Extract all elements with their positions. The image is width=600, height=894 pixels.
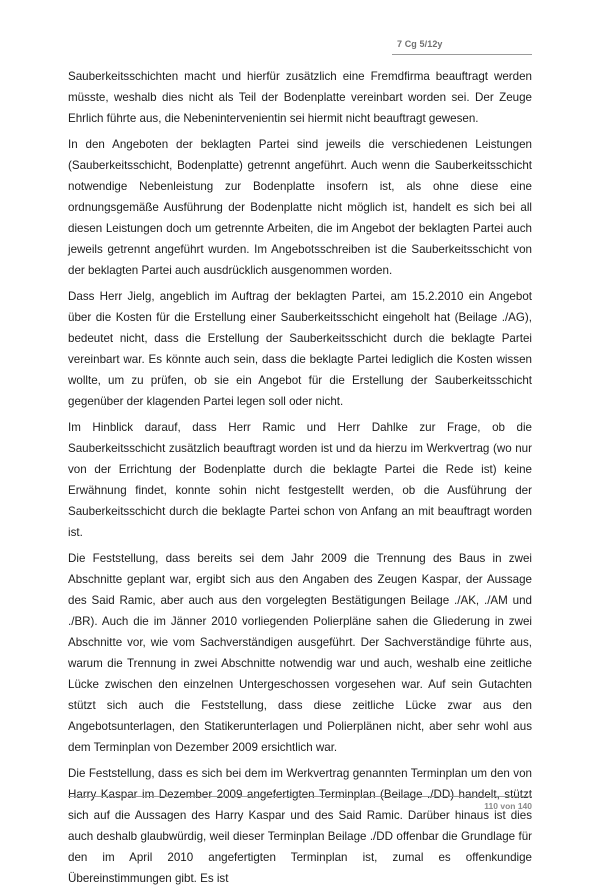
page-number: 110 von 140: [484, 801, 532, 811]
document-body: [68, 66, 532, 894]
paragraph: Im Hinblick darauf, dass Herr Ramic und Herr Dahlke zur Frage, ob die Sauberkeitsschicht zusätzlich beauftragt worden ist und da hierzu im Werkvertrag (wo nur von der Errichtung der Bodenplatte durch die beklagte Partei die Rede ist) keine Erwähnung findet, konnte sohin nicht festgestellt werden, ob die Ausführung der Sauberkeitsschicht durch die beklagte Partei schon von Anfang an mit beauftragt worden ist.: [68, 421, 532, 539]
paragraph: Dass Herr Jielg, angeblich im Auftrag der beklagten Partei, am 15.2.2010 ein Angebot über die Kosten für die Erstellung einer Sauberkeitsschicht eingeholt hat (Beilage ./AG), bedeutet nicht, dass die Erstellung der Sauberkeitsschicht durch die beklagte Partei vereinbart war. Es könnte auch sein, dass die beklagte Partei lediglich die Kosten wissen wollte, um zu prüfen, ob sie ein Angebot für die Erstellung der Sauberkeitsschicht gegenüber der klagenden Partei legen soll oder nicht.: [68, 290, 532, 408]
case-number: 7 Cg 5/12y: [397, 39, 443, 49]
paragraph: Sauberkeitsschichten macht und hierfür zusätzlich eine Fremdfirma beauftragt werden müsste, weshalb dies nicht als Teil der Bodenplatte vereinbart worden sei. Der Zeuge Ehrlich führte aus, die Nebenintervenientin sei hiermit nicht beauftragt gewesen.: [68, 70, 532, 125]
page-footer: [68, 796, 532, 811]
paragraph: Die Feststellung, dass bereits sei dem Jahr 2009 die Trennung des Baus in zwei Abschnitte geplant war, ergibt sich aus den Angaben des Zeugen Kaspar, der Aussage des Said Ramic, aber auch aus den vorgelegten Bestätigungen Beilage ./AK, ./AM und ./BR). Auch die im Jänner 2010 vorliegenden Polierpläne sahen die Gliederung in zwei Abschnitte vor, wie vom Sachverständigen ausgeführt. Der Sachverständige führte aus, warum die Trennung in zwei Abschnitte notwendig war und auch, weshalb eine zeitliche Lücke zwischen den einzelnen Untergeschossen vorgesehen war. Auf sein Gutachten stützt sich auch die Feststellung, dass diese zeitliche Lücke zwar aus den Angebotsunterlagen, den Statikerunterlagen und Polierplänen nicht, aber sehr wohl aus dem Terminplan von Dezember 2009 ersichtlich war.: [68, 552, 532, 754]
page-header: [392, 38, 532, 55]
paragraph: In den Angeboten der beklagten Partei sind jeweils die verschiedenen Leistungen (Sauberkeitsschicht, Bodenplatte) getrennt angeführt. Auch wenn die Sauberkeitsschicht notwendige Nebenleistung zur Bodenplatte insofern ist, als ohne diese eine ordnungsgemäße Ausführung der Bodenplatte nicht möglich ist, handelt es sich bei all diesen Leistungen doch um getrennte Arbeiten, die im Angebot der beklagten Partei auch jeweils getrennt angeführt wurden. Im Angebotsschreiben ist die Sauberkeitsschicht von der beklagten Partei auch ausdrücklich ausgenommen worden.: [68, 138, 532, 277]
paragraph: Die Feststellung, dass es sich bei dem im Werkvertrag genannten Terminplan um den von Harry Kaspar im Dezember 2009 angefertigten Terminplan (Beilage ./DD) handelt, stützt sich auf die Aussagen des Harry Kaspar und des Said Ramic. Darüber hinaus ist dies auch deshalb glaubwürdig, weil dieser Terminplan Beilage ./DD offenbar die Grundlage für den im April 2010 angefertigten Terminplan ist, zumal es offenkundige Übereinstimmungen gibt. Es ist: [68, 767, 532, 885]
